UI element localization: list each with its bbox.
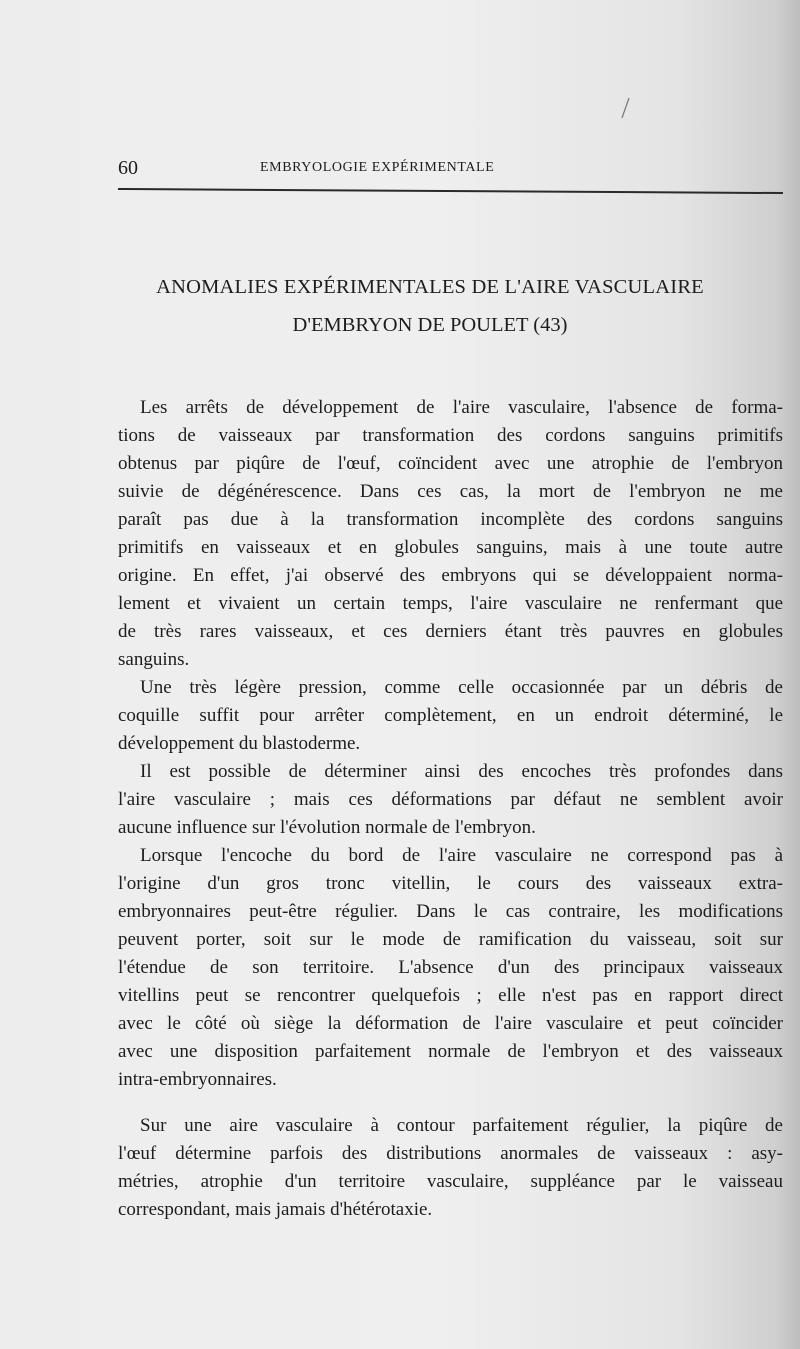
text-line: embryonnaires peut-être régulier. Dans le cas contraire, les modifications [118,901,783,922]
text-line: de très rares vaisseaux, et ces derniers étant très pauvres en globules [118,621,783,642]
text-line: avec une disposition parfaitement normale de l'embryon et des vaisseaux [118,1041,783,1062]
text-line: avec le côté où siège la déformation de l'aire vasculaire et peut coïncider [118,1013,783,1034]
text-line: métries, atrophie d'un territoire vasculaire, suppléance par le vaisseau [118,1171,783,1192]
paragraph [118,1112,783,1224]
text-line: obtenus par piqûre de l'œuf, coïncident avec une atrophie de l'embryon [118,453,783,474]
header-rule [118,188,783,194]
text-line: tions de vaisseaux par transformation des cordons sanguins primitifs [118,425,783,446]
paragraph [118,842,783,1094]
text-line: Sur une aire vasculaire à contour parfaitement régulier, la piqûre de [140,1115,783,1136]
page-number: 60 [118,157,138,179]
paragraph [118,674,783,758]
text-line: primitifs en vaisseaux et en globules sanguins, mais à une toute autre [118,537,783,558]
text-line: aucune influence sur l'évolution normale de l'embryon. [118,817,536,838]
body-text [118,394,783,1224]
running-head-title: EMBRYOLOGIE EXPÉRIMENTALE [260,160,495,175]
text-line: l'aire vasculaire ; mais ces déformations par défaut ne semblent avoir [118,789,783,810]
text-line: l'origine d'un gros tronc vitellin, le cours des vaisseaux extra- [118,873,783,894]
text-line: intra-embryonnaires. [118,1069,277,1090]
text-line: peuvent porter, soit sur le mode de ramification du vaisseau, soit sur [118,929,783,950]
text-line: l'étendue de son territoire. L'absence d'un des principaux vaisseaux [118,957,783,978]
text-line: Lorsque l'encoche du bord de l'aire vasculaire ne correspond pas à [140,845,783,866]
text-line: suivie de dégénérescence. Dans ces cas, la mort de l'embryon ne me [118,481,783,502]
text-line: correspondant, mais jamais d'hétérotaxie. [118,1199,433,1220]
paragraph [118,394,783,674]
text-line: Une très légère pression, comme celle occasionnée par un débris de [140,677,783,698]
text-line: lement et vivaient un certain temps, l'aire vasculaire ne renfermant que [118,593,783,614]
text-line: paraît pas due à la transformation incomplète des cordons sanguins [118,509,783,530]
pencil-mark [618,96,632,120]
text-line: vitellins peut se rencontrer quelquefois ; elle n'est pas en rapport direct [118,985,783,1006]
text-line: l'œuf détermine parfois des distributions anormales de vaisseaux : asy- [118,1143,783,1164]
text-line: sanguins. [118,649,190,670]
text-line: Les arrêts de développement de l'aire vasculaire, l'absence de forma- [140,397,783,418]
chapter-title-line-2: D'EMBRYON DE POULET (43) [292,314,568,336]
chapter-title-line-1: ANOMALIES EXPÉRIMENTALES DE L'AIRE VASCULAIRE [156,276,704,298]
paragraph [118,758,783,842]
text-line: origine. En effet, j'ai observé des embryons qui se développaient norma- [118,565,783,586]
text-line: développement du blastoderme. [118,733,361,754]
text-line: coquille suffit pour arrêter complètement, en un endroit déterminé, le [118,705,783,726]
text-line: Il est possible de déterminer ainsi des encoches très profondes dans [140,761,783,782]
